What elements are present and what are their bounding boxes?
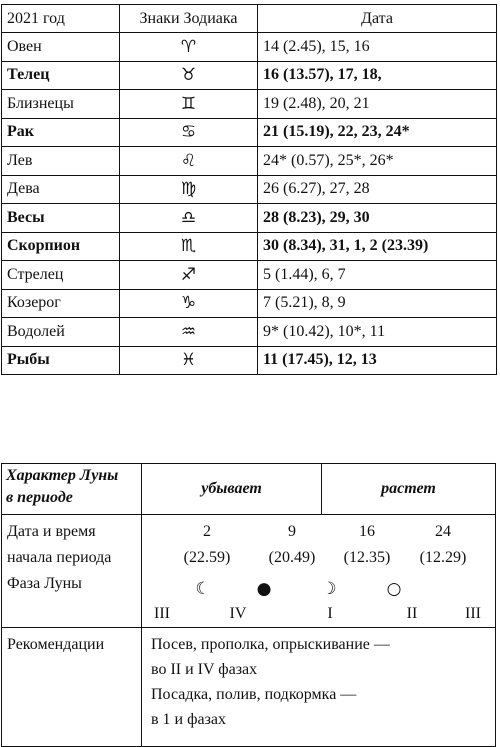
sign-name: Близнецы bbox=[2, 90, 120, 119]
sign-dates: 24* (0.57), 25*, 26* bbox=[258, 147, 497, 176]
waxing-header: растет bbox=[322, 464, 496, 515]
header-date: Дата bbox=[258, 5, 497, 33]
quarter-label: IV bbox=[229, 605, 247, 622]
period-grid bbox=[142, 515, 496, 628]
first-quarter-moon-icon: ☽ bbox=[321, 579, 337, 599]
new-moon-icon: ● bbox=[256, 579, 272, 599]
zodiac-sign-icon: ♍︎ bbox=[120, 175, 258, 204]
moon-table bbox=[1, 463, 496, 747]
period-3 bbox=[332, 519, 402, 571]
zodiac-row bbox=[2, 232, 497, 261]
period-day: 2 bbox=[203, 523, 211, 540]
zodiac-sign-icon: ♋︎ bbox=[120, 118, 258, 147]
sign-dates: 14 (2.45), 15, 16 bbox=[258, 33, 497, 62]
zodiac-sign-icon: ♈︎ bbox=[120, 33, 258, 62]
period-labels bbox=[2, 515, 142, 628]
recommendations-label: Рекомендации bbox=[2, 628, 142, 747]
header-year: 2021 год bbox=[2, 5, 120, 33]
recommendation-line: в 1 и фазах bbox=[151, 711, 227, 728]
sign-name: Водолей bbox=[2, 318, 120, 347]
sign-name: Лев bbox=[2, 147, 120, 176]
recommendation-line: во II и IV фазах bbox=[151, 661, 258, 678]
zodiac-row bbox=[2, 33, 497, 62]
zodiac-sign-icon: ♎︎ bbox=[120, 204, 258, 233]
period-day: 24 bbox=[435, 523, 451, 540]
recommendations-row bbox=[2, 628, 496, 747]
sign-dates: 26 (6.27), 27, 28 bbox=[258, 175, 497, 204]
period-dates bbox=[142, 519, 495, 571]
moon-character-line1: Характер Луны bbox=[6, 467, 119, 484]
period-4 bbox=[408, 519, 478, 571]
period-day: 9 bbox=[288, 523, 296, 540]
sign-name: Телец bbox=[2, 61, 120, 90]
recommendation-line: Посадка, полив, подкормка — bbox=[151, 686, 357, 703]
full-moon-icon: ○ bbox=[386, 579, 402, 599]
waning-header: убывает bbox=[142, 464, 322, 515]
zodiac-table bbox=[1, 4, 497, 375]
zodiac-row bbox=[2, 346, 497, 375]
moon-period-row bbox=[2, 515, 496, 628]
quarter-label: I bbox=[327, 605, 333, 622]
recommendations-text bbox=[142, 628, 496, 747]
zodiac-sign-icon: ♊︎ bbox=[120, 90, 258, 119]
period-2 bbox=[257, 519, 327, 571]
zodiac-sign-icon: ♐︎ bbox=[120, 261, 258, 290]
period-time: (12.29) bbox=[419, 549, 467, 566]
moon-character-label bbox=[2, 464, 142, 515]
sign-name: Стрелец bbox=[2, 261, 120, 290]
period-time: (20.49) bbox=[268, 549, 316, 566]
sign-dates: 16 (13.57), 17, 18, bbox=[258, 61, 497, 90]
phase-icons bbox=[142, 577, 495, 601]
period-day: 16 bbox=[359, 523, 375, 540]
zodiac-sign-icon: ♌︎ bbox=[120, 147, 258, 176]
sign-name: Козерог bbox=[2, 289, 120, 318]
period-time: (12.35) bbox=[343, 549, 391, 566]
sign-dates: 19 (2.48), 20, 21 bbox=[258, 90, 497, 119]
phase-label: Фаза Луны bbox=[7, 575, 82, 592]
zodiac-row bbox=[2, 118, 497, 147]
sign-name: Весы bbox=[2, 204, 120, 233]
period-time: (22.59) bbox=[183, 549, 231, 566]
zodiac-row bbox=[2, 175, 497, 204]
zodiac-sign-icon: ♏︎ bbox=[120, 232, 258, 261]
sign-name: Рак bbox=[2, 118, 120, 147]
sign-dates: 7 (5.21), 8, 9 bbox=[258, 289, 497, 318]
zodiac-row bbox=[2, 318, 497, 347]
recommendation-line: Посев, прополка, опрыскивание — bbox=[151, 636, 390, 653]
sign-dates: 21 (15.19), 22, 23, 24* bbox=[258, 118, 497, 147]
period-1 bbox=[172, 519, 242, 571]
sign-dates: 30 (8.34), 31, 1, 2 (23.39) bbox=[258, 232, 497, 261]
moon-header-row bbox=[2, 464, 496, 515]
sign-name: Овен bbox=[2, 33, 120, 62]
header-signs: Знаки Зодиака bbox=[120, 5, 258, 33]
zodiac-row bbox=[2, 261, 497, 290]
sign-dates: 5 (1.44), 6, 7 bbox=[258, 261, 497, 290]
zodiac-header-row bbox=[2, 5, 497, 33]
zodiac-sign-icon: ♉︎ bbox=[120, 61, 258, 90]
quarter-numerals bbox=[142, 603, 495, 625]
zodiac-row bbox=[2, 147, 497, 176]
zodiac-row bbox=[2, 204, 497, 233]
sign-dates: 28 (8.23), 29, 30 bbox=[258, 204, 497, 233]
period-label-line1: Дата и время bbox=[7, 523, 96, 540]
quarter-label: III bbox=[154, 605, 170, 622]
sign-name: Рыбы bbox=[2, 346, 120, 375]
period-label-line2: начала периода bbox=[7, 549, 112, 566]
zodiac-row bbox=[2, 289, 497, 318]
zodiac-row bbox=[2, 61, 497, 90]
moon-character-line2: в периоде bbox=[6, 489, 73, 506]
zodiac-sign-icon: ♓︎ bbox=[120, 346, 258, 375]
zodiac-sign-icon: ♒︎ bbox=[120, 318, 258, 347]
sign-dates: 11 (17.45), 12, 13 bbox=[258, 346, 497, 375]
quarter-label: II bbox=[406, 605, 418, 622]
sign-name: Дева bbox=[2, 175, 120, 204]
sign-dates: 9* (10.42), 10*, 11 bbox=[258, 318, 497, 347]
sign-name: Скорпион bbox=[2, 232, 120, 261]
quarter-label: III bbox=[465, 605, 481, 622]
zodiac-sign-icon: ♑︎ bbox=[120, 289, 258, 318]
zodiac-row bbox=[2, 90, 497, 119]
last-quarter-moon-icon: ☾ bbox=[195, 579, 211, 599]
zodiac-body bbox=[2, 33, 497, 375]
